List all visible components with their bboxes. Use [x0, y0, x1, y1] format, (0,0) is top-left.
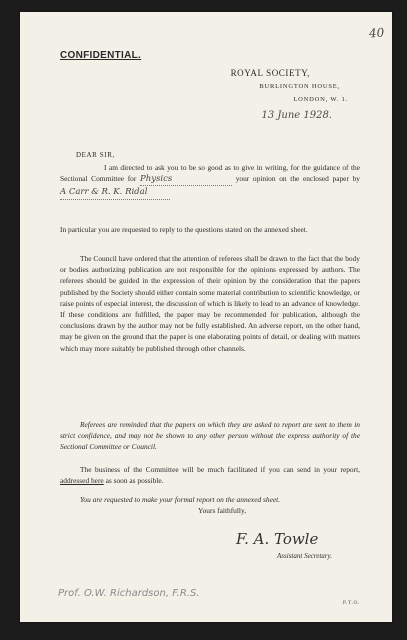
addressee-stamp: Prof. O.W. Richardson, F.R.S.: [58, 588, 200, 599]
addressed-here: addressed here: [60, 476, 104, 486]
folio-number: 40: [368, 25, 385, 41]
document-page: [20, 12, 392, 622]
paragraph-confidence: Referees are reminded that the papers on which they are asked to report are sent to them in strict confidence, and may not be shown to any other person without the express authority of the Sectional Committee or Council.: [60, 420, 360, 452]
salutation: DEAR SIR,: [76, 151, 115, 159]
closing: Yours faithfully,: [198, 506, 247, 515]
business-text-b: as soon as possible.: [105, 476, 164, 486]
org-address-line-2: LONDON, W. 1.: [293, 96, 348, 103]
request-text-b: your opinion on the enclosed paper by: [235, 174, 360, 184]
handwritten-date: 13 June 1928.: [261, 110, 332, 121]
org-address-line-1: BURLINGTON HOUSE,: [259, 83, 340, 90]
committee-field: Physics: [140, 174, 232, 186]
letterhead: [231, 67, 348, 106]
paragraph-business: [60, 464, 360, 486]
request-text-a: I am directed to ask you to be so good as to give in writing, for the guidance of the Sectional Committee for: [60, 163, 360, 184]
confidential-heading: CONFIDENTIAL.: [60, 50, 142, 61]
pto-mark: P.T.O.: [342, 600, 360, 606]
signer-title: Assistant Secretary.: [277, 552, 332, 560]
paragraph-request: [60, 162, 360, 200]
authors-field: A Carr & R. K. Ridal: [60, 187, 170, 199]
signature: F. A. Towle: [236, 530, 319, 548]
paragraph-questions: In particular you are requested to reply to the questions stated on the annexed sheet.: [60, 225, 308, 234]
paragraph-council: The Council have ordered that the attention of referees shall be drawn to the fact that the body or bodies authorizing publication are not responsible for the opinions expressed by authors. The referees should be guided in the expression of their opinion by the consideration that the papers published by the Society should either contain some material contribution to scientific knowledge, or raise points of especial interest, the discussion of which is likely to lead to an advance of knowledge. If these conditions are fulfilled, the paper may be recommended for publication, although the conclusions drawn by the author may not be fully established. An adverse report, on the other hand, may be given on the ground that the paper is one elaborating points of detail, or dealing with matters which may more suitably be published through other channels.: [60, 254, 360, 353]
org-name: ROYAL SOCIETY,: [230, 68, 310, 78]
paragraph-formal-report: You are requested to make your formal report on the annexed sheet.: [80, 495, 281, 504]
business-text-a: The business of the Committee will be much facilitated if you can send in your report,: [80, 465, 360, 474]
